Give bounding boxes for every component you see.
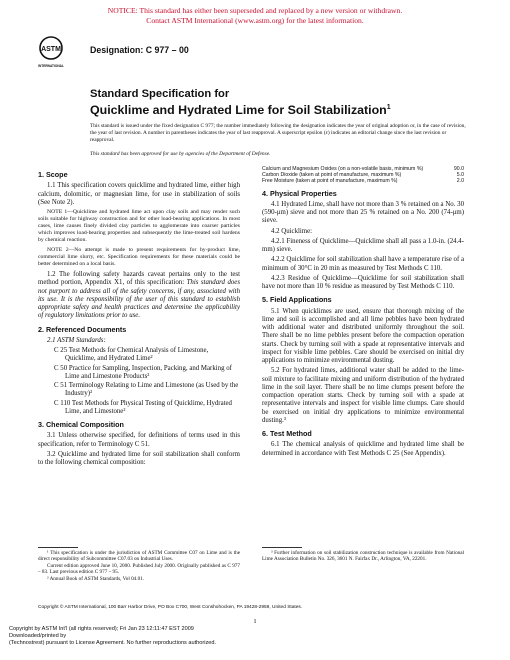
section-heading-referenced-documents: 2. Referenced Documents (38, 324, 127, 334)
para-4-2-2: 4.2.2 Quicklime for soil stabilization shall have a temperature rise of a minimum of 30°C in 20 min as measured by Test Methods C 110. (262, 256, 464, 272)
right-footnotes (262, 550, 464, 563)
para-4-2-1: 4.2.1 Fineness of Quicklime—Quicklime shall all pass a 1.0-in. (24.4-mm) sieve. (262, 237, 464, 254)
note-2: NOTE 2—No attempt is made to present requirements for by-product lime, commercial lime slurry, etc. Specification requirements for these materials could be better determined on a local basis. (38, 247, 240, 267)
note-1: NOTE 1—Quicklime and hydrated lime act upon clay soils and may render such soils suitable for highway construction and for other load-bearing applications. In most cases, lime causes finely divided clay particles to agglomerate into coarser particles which improves load-bearing properties and subsequently the lime-treated soil hardens by chemical reaction. (38, 209, 240, 243)
astm-logo-icon (38, 36, 64, 70)
table-row: Free Moisture (taken at point of manufacture, maximum %) 2.0 (262, 178, 464, 185)
withdrawn-notice (0, 6, 510, 25)
section-heading-scope: 1. Scope (38, 170, 68, 179)
para-5-2: 5.2 For hydrated limes, additional water shall be added to the lime-soil mixture to facilitate mixing and uniform distribution of the hydrated lime in the soil layer. There shall be no lime clumps present before the compaction operation starts. Check by turning soil with a spade at representative intervals and inspect for visible lime clumps. Care should be exercised on initial dry applications to minimize environmental dusting.³ (262, 367, 464, 424)
right-column (262, 166, 464, 460)
ref-c51: C 51 Terminology Relating to Lime and Limestone (as Used by the Industry)² (54, 382, 239, 398)
footnote-1: ¹ This specification is under the jurisdiction of ASTM Committee C07 on Lime and is the direct responsibility of Subcommittee C07.03 on Industrial Uses. (38, 550, 240, 563)
footer-line-3: (Technostrest) pursuant to License Agreement. No further reproductions authorized. (9, 640, 217, 646)
footer-line-2: Downloaded/printed by (9, 633, 67, 639)
section-heading-physical-properties: 4. Physical Properties (262, 188, 337, 198)
ref-c25: C 25 Test Methods for Chemical Analysis of Limestone, Quicklime, and Hydrated Lime² (54, 347, 209, 363)
para-1-1: 1.1 This specification covers quicklime and hydrated lime, either high calcium, dolomitic, or magnesian lime, for use in stabilization of soils (See Note 2). (38, 182, 240, 206)
ref-c50: C 50 Practice for Sampling, Inspection, Packing, and Marking of Lime and Limestone Products² (54, 364, 232, 380)
svg-text:INTERNATIONAL: INTERNATIONAL (38, 64, 64, 68)
copyright-line: Copyright © ASTM International, 100 Barr Harbor Drive, PO Box C700, West Conshohocken, PA 19428-2959, United States. (38, 605, 303, 610)
table-row: Calcium and Magnesium Oxides (on a non-volatile basis, minimum %) 90.0 (262, 166, 464, 172)
ref-c110: C 110 Test Methods for Physical Testing of Quicklime, Hydrated Lime, and Limestone² (54, 399, 232, 415)
section-heading-field-applications: 5. Field Applications (262, 295, 332, 305)
para-2-1: 2.1 ASTM Standards: (47, 336, 106, 344)
footnote-3: ³ Further information on soil stabilization construction technique is available from National Lime Association Bulletin No. 326, 3601 N. Fairfax Dr., Arlington, VA, 22201. (262, 550, 464, 563)
footer-line-1: Copyright by ASTM Int'l (all rights reserved); Fri Jan 23 12:11:47 EST 2009 (9, 626, 194, 632)
license-footer (9, 626, 216, 647)
left-footnotes (38, 550, 240, 582)
table-row: Carbon Dioxide (taken at point of manufacture, maximum %) 5.0 (262, 172, 464, 179)
para-6-1: 6.1 The chemical analysis of quicklime and hydrated lime shall be determined in accordance with Test Methods C 25 (See Appendix). (262, 441, 464, 457)
footnote-1-edition: Current edition approved June 10, 2000. Published July 2000. Originally published as C 977 – 83. Last previous edition C 977 – 95. (38, 562, 240, 576)
footnote-rule (38, 547, 78, 548)
para-4-2-3: 4.2.3 Residue of Quicklime—Quicklime for soil stabilization shall have not more than 10 % residue as measured by Test Methods C 110. (262, 274, 464, 291)
dod-approval: This standard has been approved for use by agencies of the Department of Defense. (90, 151, 271, 157)
para-3-2: 3.2 Quicklime and hydrated lime for soil stabilization shall conform to the following chemical composition: (38, 450, 240, 466)
para-4-2: 4.2 Quicklime: (271, 227, 313, 235)
section-heading-chemical-composition: 3. Chemical Composition (38, 420, 124, 429)
para-3-1: 3.1 Unless otherwise specified, for definitions of terms used in this specification, refer to Terminology C 51. (38, 432, 240, 448)
para-4-1: 4.1 Hydrated Lime, shall have not more than 3 % retained on a No. 30 (590-μm) sieve and not more than 25 % retained on a No. 200 (74-μm) sieve. (262, 200, 464, 225)
para-1-2: 1.2 The following safety hazards caveat pertains only to the test method portion, Appendix X1, of this specification: This standard does not purport to address all of the safety concerns, if any, associated with its use. It is the responsibility of the user of this standard to establish appropriate safety and health practices and determine the applicability of regulatory limitations prior to use. (38, 271, 240, 320)
designation: Designation: C 977 – 00 (90, 45, 189, 55)
footnote-2: ² Annual Book of ASTM Standards, Vol 04.01. (47, 575, 145, 582)
left-column (38, 166, 240, 469)
svg-text:ASTM: ASTM (41, 46, 61, 53)
composition-table (262, 166, 464, 185)
section-heading-test-method: 6. Test Method (262, 429, 312, 439)
notice-line-2: Contact ASTM International (www.astm.org) for the latest information. (146, 15, 364, 25)
footnote-rule (262, 547, 302, 548)
para-5-1: 5.1 When quicklimes are used, ensure that thorough mixing of the lime and soil is accomplished and all lime pebbles have been hydrated with additional water and distributed uniformly throughout the soil. There shall be no lime pebbles present before the compaction operation starts. Check by turning soil with a spade at representative intervals and inspect for visible lime pebbles. Care should be exercised on initial dry applications to minimize environmental dusting. (262, 307, 464, 365)
page-number: 1 (253, 618, 257, 625)
document-title (90, 88, 391, 117)
title-line-2: Quicklime and Hydrated Lime for Soil Stabilization$^1$ (90, 103, 391, 118)
notice-line-1: NOTICE: This standard has either been superseded and replaced by a new version or withdrawn. (107, 6, 403, 15)
title-line-1: Standard Specification for (90, 88, 230, 100)
issuance-statement: This standard is issued under the fixed designation C 977; the number immediately following the designation indicates the year of original adoption or, in the case of revision, the year of last revision. A number in parentheses indicates the year of last reapproval. A superscript epsilon (ε) indicates an editorial change since the last revision or reapproval. (90, 123, 466, 143)
